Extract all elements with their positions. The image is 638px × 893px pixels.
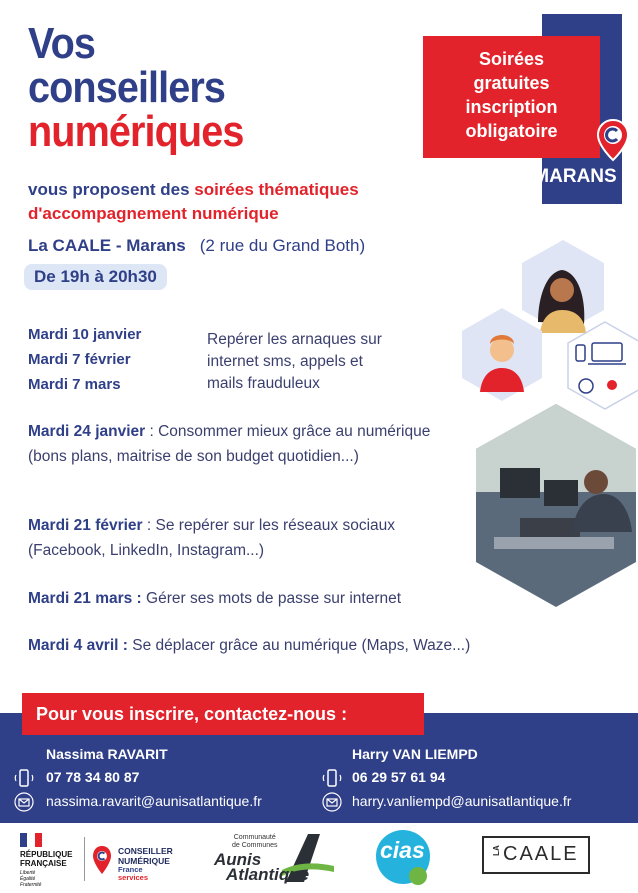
communaute-line: de Communes xyxy=(232,842,278,849)
session-date: Mardi 10 janvier xyxy=(28,326,142,343)
session-item xyxy=(28,513,448,563)
red-dot-icon xyxy=(607,380,617,390)
badge-line: Soirées xyxy=(478,49,545,69)
session-topic: Se déplacer grâce au numérique (Maps, Waze...) xyxy=(132,637,471,654)
session-topic: Consommer mieux grâce au numérique (bons plans, maitrise de son budget quotidien...) xyxy=(28,423,431,465)
hours-pill: De 19h à 20h30 xyxy=(24,264,167,290)
title-line-1: Vos xyxy=(28,19,95,68)
caale-label: CAALE xyxy=(503,843,579,865)
aunis-line: Atlantique xyxy=(226,865,310,884)
communaute-line: Communauté xyxy=(233,834,276,841)
aunis-atlantique-logo xyxy=(214,852,309,882)
title-line-2: conseillers xyxy=(28,63,226,112)
republique-francaise-logo xyxy=(20,850,72,888)
caale-prefix: LA xyxy=(491,845,501,856)
republique-line: FRANÇAISE xyxy=(20,859,67,868)
contact-name: Nassima RAVARIT xyxy=(46,746,168,762)
republique-motto xyxy=(20,870,72,888)
title-line-3: numériques xyxy=(28,107,244,156)
grouped-topic xyxy=(207,329,447,395)
contact-name: Harry VAN LIEMPD xyxy=(352,746,478,762)
contact-phone[interactable]: 07 78 34 80 87 xyxy=(46,769,140,785)
intro-part-3: d'accompagnement numérique xyxy=(28,204,279,223)
venue-name: La CAALE - Marans xyxy=(28,236,186,255)
aunis-line: Aunis xyxy=(214,850,262,869)
contact-email[interactable]: nassima.ravarit@aunisatlantique.fr xyxy=(46,793,262,809)
session-item xyxy=(28,633,588,658)
france-services-line: services xyxy=(118,873,149,882)
session-item xyxy=(28,586,448,611)
venue-address: (2 rue du Grand Both) xyxy=(199,236,366,255)
email-icon xyxy=(14,792,34,812)
session-date: Mardi 4 avril : xyxy=(28,637,128,654)
conseiller-line: NUMÉRIQUE xyxy=(118,856,170,866)
motto-line: Fraternité xyxy=(20,882,42,888)
illustration-hexagons xyxy=(460,232,638,612)
venue-line xyxy=(28,236,365,256)
phone-icon xyxy=(14,768,34,788)
session-item xyxy=(28,419,448,469)
intro-part-2: soirées thématiques xyxy=(194,180,359,199)
contact-email[interactable]: harry.vanliempd@aunisatlantique.fr xyxy=(352,793,572,809)
session-date: Mardi 24 janvier xyxy=(28,423,146,440)
topic-line: Repérer les arnaques sur xyxy=(207,331,382,348)
marianne-logo-icon xyxy=(20,833,42,847)
cias-label: cias xyxy=(380,837,425,863)
republique-line: RÉPUBLIQUE xyxy=(20,850,73,859)
session-date: Mardi 7 mars xyxy=(28,376,121,393)
contact-phone[interactable]: 06 29 57 61 94 xyxy=(352,769,446,785)
conseiller-line: CONSEILLER xyxy=(118,846,173,856)
session-topic: Se repérer sur les réseaux sociaux (Facebook, LinkedIn, Instagram...) xyxy=(28,517,396,559)
session-separator: : xyxy=(145,423,159,440)
location-pin-icon xyxy=(596,118,630,162)
contact-heading: Pour vous inscrire, contactez-nous : xyxy=(22,693,424,735)
free-evenings-badge xyxy=(423,36,600,158)
session-separator: : xyxy=(142,517,156,534)
email-icon xyxy=(322,792,342,812)
hexagon-devices xyxy=(568,322,638,409)
conseiller-numerique-pin-icon xyxy=(92,845,112,875)
logo-divider xyxy=(84,837,85,881)
topic-line: internet sms, appels et xyxy=(207,353,363,370)
conseiller-numerique-logo xyxy=(118,846,173,882)
motto-line: Liberté xyxy=(20,870,36,876)
session-date: Mardi 7 février xyxy=(28,351,131,368)
grouped-dates xyxy=(28,322,141,397)
page-title xyxy=(28,19,244,156)
badge-line: obligatoire xyxy=(465,121,558,141)
intro-text xyxy=(28,178,359,226)
badge-line: gratuites xyxy=(473,73,550,93)
session-date: Mardi 21 février xyxy=(28,517,143,534)
phone-icon xyxy=(322,768,342,788)
session-topic: Gérer ses mots de passe sur internet xyxy=(146,590,402,607)
topic-line: mails frauduleux xyxy=(207,375,320,392)
motto-line: Égalité xyxy=(20,876,36,882)
badge-line: inscription xyxy=(465,97,558,117)
session-date: Mardi 21 mars : xyxy=(28,590,142,607)
communaute-label xyxy=(232,834,278,850)
city-label: MARANS xyxy=(533,166,617,187)
france-services-line: France xyxy=(118,865,143,874)
intro-part-1: vous proposent des xyxy=(28,180,195,199)
